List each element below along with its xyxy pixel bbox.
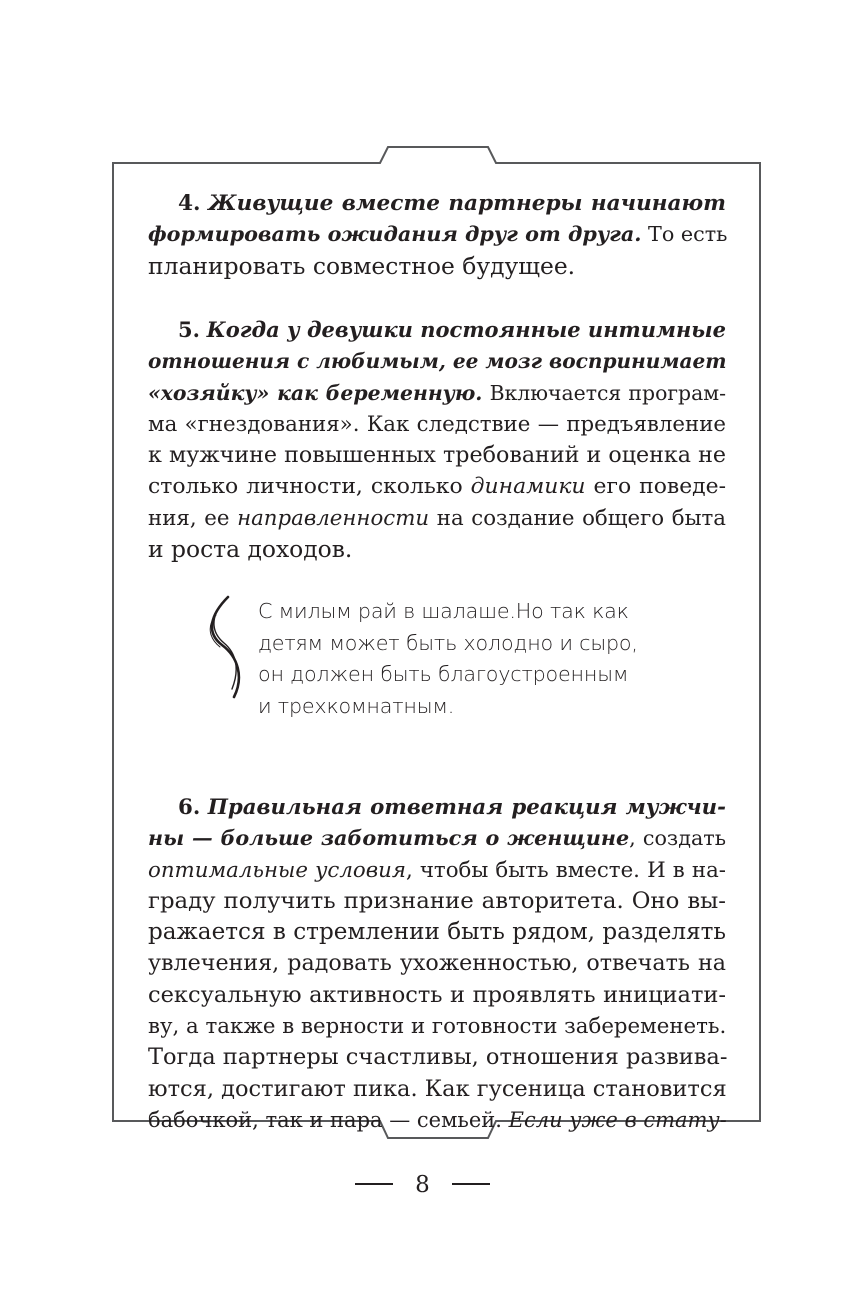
item-number: 5. <box>178 317 200 342</box>
swirl-ornament-icon <box>198 593 254 703</box>
paragraph-6: 6. Правильная ответная реакция мужчи- ны — больше заботиться о женщине, создать оптимальные условия, чтобы быть вместе. И в на- граду получить признание авторитета. Оно вы- ражается в стремлении быть рядом, разделять увлечения, радовать ухоженностью, отвечать на сексуальную активность и проявлять инициати- ву, а также в верности и готовности забеременеть. Тогда партнеры счастливы, отношения развива- ются, достигают пика. Как гусеница становится бабочкой, так и пара — семьей. Если уже в стату- <box>148 795 728 1132</box>
page-number-footer <box>0 1172 845 1198</box>
paragraph-4: 4. Живущие вместе партнеры начинают формировать ожидания друг от друга. То есть планировать совместное будущее. <box>148 191 728 280</box>
page-number: 8 <box>415 1172 430 1198</box>
folio-dash-left <box>355 1183 393 1185</box>
item-number: 6. <box>178 795 201 820</box>
item-number: 4. <box>178 191 201 216</box>
epigraph-quote: С милым рай в шалаше.Но так как детям может быть холодно и сыро, он должен быть благоустроенным и трехкомнатным. <box>258 599 638 718</box>
paragraph-5: 5. Когда у девушки постоянные интимные отношения с любимым, ее мозг воспринимает «хозяйку» как беременную. Включается програм- ма «гнездования». Как следствие — предъявление к мужчине повышенных требований и оценка не столько личности, сколько динамики его поведе- ния, ее направленности на создание общего быта и роста доходов. <box>148 317 727 564</box>
folio-dash-right <box>452 1183 490 1185</box>
